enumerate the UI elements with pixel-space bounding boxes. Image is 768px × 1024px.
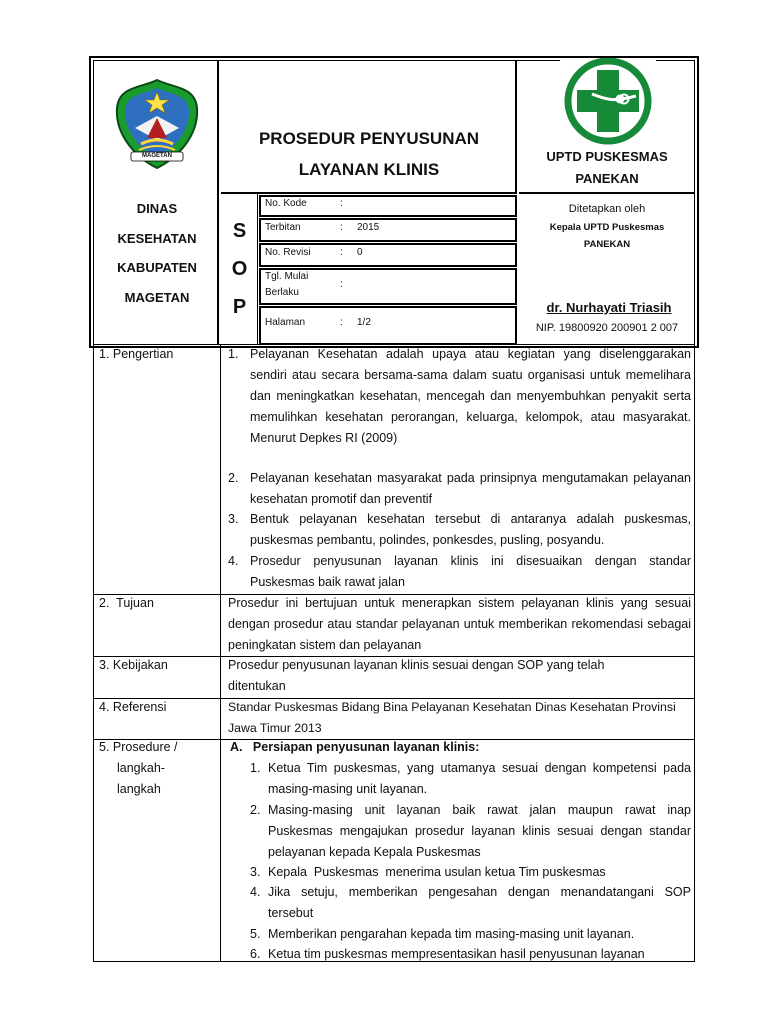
label-prosedure [99,737,178,800]
puskesmas-line1: UPTD PUSKESMAS [546,149,668,164]
prosedure-num-6: 6. [250,947,261,961]
pengertian-item-2: Pelayanan kesehatan masyarakat pada prinsipnya mengutamakan pelayanan kesehatan promotif dan preventif [250,471,691,506]
field-tgl-mulai-colon: : [340,279,343,290]
field-tgl-mulai-label: Tgl. Mulai Berlaku [265,271,309,298]
puskesmas-line2: PANEKAN [575,171,639,186]
org-name [96,194,218,312]
label-prosedure-line3: langkah [117,782,161,796]
field-no-revisi-label: No. Revisi [265,247,311,258]
prosedure-num-3: 3. [250,865,261,879]
body-column-divider [220,345,221,962]
approval-line2: Kepala UPTD Puskesmas [549,222,665,233]
prosedure-heading: A. Persiapan penyusunan layanan klinis: [230,740,480,754]
approval-line3: PANEKAN [583,239,631,250]
field-halaman-label: Halaman [265,317,306,328]
label-tujuan: 2. Tujuan [99,596,154,610]
prosedure-num-5: 5. [250,927,261,941]
field-no-kode-label: No. Kode [265,198,307,209]
field-no-revisi-value: 0 [357,247,363,258]
label-referensi: 4. Referensi [99,700,167,714]
page-title-line1: PROSEDUR PENYUSUNAN [258,129,480,148]
field-terbitan-colon: : [340,222,343,233]
prosedure-num-4: 4. [250,885,261,899]
pengertian-num-4: 4. [228,554,239,568]
puskesmas-name [519,146,695,190]
org-line-kesehatan: KESEHATAN [117,230,197,246]
prosedure-item-4: Jika setuju, memberikan pengesahan dengan menandatangani SOP tersebut [268,885,691,920]
prosedure-item-6: Ketua tim puskesmas mempresentasikan hasil penyusunan layanan [268,947,645,961]
page-title [221,123,517,185]
pengertian-item-4: Prosedur penyusunan layanan klinis ini disesuaikan dengan standar Puskesmas baik rawat jalan [250,554,691,589]
pengertian-item-3: Bentuk pelayanan kesehatan tersebut di antaranya adalah puskesmas, puskesmas pembantu, polindes, ponkesdes, pusling, posyandu. [250,512,691,547]
label-prosedure-line1: 5. Prosedure / [99,740,178,754]
label-prosedure-line2: langkah- [117,761,165,775]
pengertian-num-2: 2. [228,471,239,485]
pengertian-num-3: 3. [228,512,239,526]
sop-letter-s: S [232,220,247,242]
approval-name: dr. Nurhayati Triasih [546,300,672,315]
field-no-revisi-colon: : [340,247,343,258]
label-kebijakan: 3. Kebijakan [99,658,168,672]
prosedure-num-1: 1. [250,761,261,775]
org-line-magetan: MAGETAN [124,289,190,305]
approval-nip: NIP. 19800920 200901 2 007 [535,322,679,334]
puskesmas-logo [560,58,656,146]
pengertian-item-1: Pelayanan Kesehatan adalah upaya atau kegiatan yang diselenggarakan sendiri atau secara bersama-sama dalam suatu organisasi untuk memelihara dan meningkatkan kesehatan, mencegah dan menyembuhkan penyakit serta memulihkan kesehatan perorangan, keluarga, kelompok, atau masyarakat. Menurut Depkes RI (2009) [250,347,691,445]
sop-letter-o: O [231,258,248,280]
prosedure-item-5: Memberikan pengarahan kepada tim masing-masing unit layanan. [268,927,635,941]
referensi-text: Standar Puskesmas Bidang Bina Pelayanan Kesehatan Dinas Kesehatan Provinsi Jawa Timur 2013 [228,700,676,735]
tujuan-text: Prosedur ini bertujuan untuk menerapkan sistem pelayanan klinis yang sesuai dengan prosedur atau standar pelayanan untuk memberikan rekomendasi sebagai peningkatan sistem dan pelayanan [228,596,691,652]
approval-line1: Ditetapkan oleh [568,203,646,215]
field-halaman-value: 1/2 [357,317,371,328]
label-pengertian: 1. Pengertian [99,347,174,361]
prosedure-item-3: Kepala Puskesmas menerima usulan ketua Tim puskesmas [268,865,606,879]
field-terbitan-label: Terbitan [265,222,301,233]
field-no-kode-colon: : [340,198,343,209]
org-line-kabupaten: KABUPATEN [117,260,197,275]
prosedure-item-1: Ketua Tim puskesmas, yang utamanya sesuai dengan kompetensi pada masing-masing unit layanan. [268,761,691,796]
prosedure-num-2: 2. [250,803,261,817]
org-line-dinas: DINAS [136,201,178,216]
kebijakan-text: Prosedur penyusunan layanan klinis sesuai dengan SOP yang telah ditentukan [228,658,605,693]
logo-banner-text: MAGETAN [142,153,172,159]
magetan-logo [115,78,199,170]
sop-letter-p: P [232,296,247,318]
pengertian-num-1: 1. [228,347,239,361]
field-terbitan-value: 2015 [357,222,380,233]
prosedure-item-2: Masing-masing unit layanan baik rawat jalan maupun rawat inap Puskesmas mengajukan prosedur layanan klinis sesuai dengan standar pelayanan kepada Kepala Puskesmas [268,803,691,859]
field-halaman-colon: : [340,317,343,328]
page-title-line2: LAYANAN KLINIS [298,160,440,179]
